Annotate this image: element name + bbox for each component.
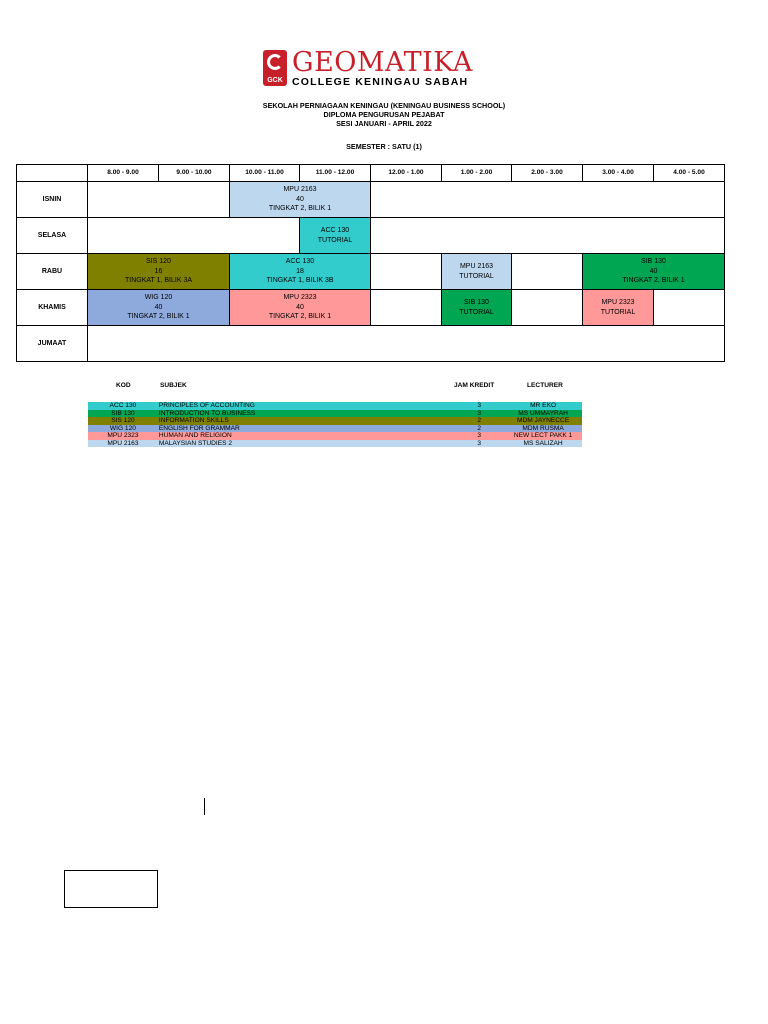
slot-code: MPU 2323 <box>601 299 635 306</box>
legend-lecturer: MDM RUSMA <box>522 424 564 432</box>
slot-room: TINGKAT 2, BILIK 1 <box>127 313 190 321</box>
empty-slot <box>88 326 725 362</box>
class-slot <box>583 290 654 326</box>
legend-row <box>88 410 582 418</box>
logo-subtitle: COLLEGE KENINGAU SABAH <box>292 76 469 88</box>
slot-code: SIB 130 <box>641 258 666 266</box>
day-label: JUMAAT <box>17 326 88 362</box>
empty-slot <box>371 254 442 290</box>
slot-code: ACC 130 <box>285 258 315 266</box>
legend-header-subjek: SUBJEK <box>160 382 187 389</box>
slot-students: 18 <box>296 267 304 275</box>
slot-note: TUTORIAL <box>459 272 494 280</box>
empty-slot <box>654 290 725 326</box>
day-label: SELASA <box>17 218 88 254</box>
school-title: SEKOLAH PERNIAGAAN KENINGAU (KENINGAU BUSINESS SCHOOL) <box>262 101 506 110</box>
empty-slot <box>512 254 583 290</box>
slot-note: TUTORIAL <box>317 236 353 244</box>
legend-kod: WIG 120 <box>109 424 136 432</box>
empty-box <box>64 870 158 908</box>
logo-mark-text: GCK <box>267 77 283 84</box>
class-slot <box>88 290 230 326</box>
legend-subjek: MALAYSIAN STUDIES 2 <box>158 439 233 447</box>
legend-subjek: HUMAN AND RELIGION <box>158 432 232 439</box>
semester-title: SEMESTER : SATU (1) <box>346 142 422 151</box>
class-slot <box>230 182 371 218</box>
class-slot <box>442 254 512 290</box>
time-header: 11.00 - 12.00 <box>300 165 371 182</box>
time-header: 8.00 - 9.00 <box>88 165 159 182</box>
logo-name: GEOMATIKA <box>292 47 473 78</box>
empty-slot <box>371 290 442 326</box>
slot-room: TINGKAT 1, BILIK 3B <box>266 277 334 285</box>
text-cursor-line <box>204 798 205 815</box>
legend-kod: SIB 130 <box>111 409 135 417</box>
slot-students: 40 <box>296 303 304 311</box>
empty-slot <box>88 182 230 218</box>
time-header: 2.00 - 3.00 <box>512 165 583 182</box>
slot-room: TINGKAT 2, BILIK 1 <box>622 277 685 285</box>
legend-header-lecturer: LECTURER <box>527 382 563 389</box>
class-slot <box>230 290 371 326</box>
legend-lecturer: MDM JAYNECCE <box>516 417 570 424</box>
slot-code: ACC 130 <box>320 227 350 234</box>
legend-jam: 3 <box>477 402 482 409</box>
day-row-selasa <box>17 218 725 254</box>
class-slot <box>583 254 725 290</box>
slot-code: SIS 120 <box>146 258 171 266</box>
legend-lecturer: NEW LECT PAKK 1 <box>513 432 573 439</box>
legend-row <box>88 432 582 440</box>
legend-jam: 2 <box>477 417 482 424</box>
subject-legend <box>88 402 582 447</box>
day-row-khamis <box>17 290 725 326</box>
slot-code: WIG 120 <box>144 294 173 302</box>
slot-students: 16 <box>154 267 163 275</box>
legend-kod: MPU 2323 <box>107 432 139 439</box>
slot-code: SIB 130 <box>464 299 489 306</box>
time-header: 1.00 - 2.00 <box>442 165 512 182</box>
time-header: 12.00 - 1.00 <box>371 165 442 182</box>
legend-row <box>88 425 582 433</box>
slot-code: MPU 2163 <box>459 263 494 270</box>
time-header: 3.00 - 4.00 <box>583 165 654 182</box>
legend-kod: ACC 130 <box>109 402 137 409</box>
legend-row <box>88 402 582 410</box>
time-header: 9.00 - 10.00 <box>159 165 230 182</box>
legend-jam: 3 <box>477 409 482 417</box>
time-header: 4.00 - 5.00 <box>654 165 725 182</box>
slot-students: 40 <box>296 195 304 203</box>
legend-row <box>88 440 582 448</box>
legend-lecturer: MS UMMAYRAH <box>518 409 568 417</box>
legend-lecturer: MS SALIZAH <box>523 439 563 447</box>
slot-note: TUTORIAL <box>459 308 494 316</box>
legend-header-jam: JAM KREDIT <box>454 382 495 389</box>
legend-kod: MPU 2163 <box>107 439 139 447</box>
day-row-jumaat <box>17 326 725 362</box>
legend-jam: 2 <box>477 424 482 432</box>
legend-subjek: INTRODUCTION TO BUSINESS <box>158 409 256 417</box>
class-slot <box>300 218 371 254</box>
legend-kod: SIS 120 <box>111 417 135 424</box>
empty-slot <box>512 290 583 326</box>
session-title: SESI JANUARI - APRIL 2022 <box>336 119 432 128</box>
empty-slot <box>371 182 725 218</box>
legend-row <box>88 417 582 425</box>
college-logo <box>263 47 473 88</box>
class-slot <box>442 290 512 326</box>
slot-students: 40 <box>154 303 163 311</box>
corner-cell <box>17 165 88 182</box>
legend-lecturer: MR EKO <box>530 402 557 409</box>
slot-note: TUTORIAL <box>600 308 636 316</box>
timetable <box>16 164 725 362</box>
legend-jam: 3 <box>477 439 482 447</box>
slot-code: MPU 2163 <box>283 186 317 194</box>
day-row-isnin <box>17 182 725 218</box>
slot-room: TINGKAT 2, BILIK 1 <box>268 205 332 213</box>
slot-room: TINGKAT 2, BILIK 1 <box>268 313 332 321</box>
legend-jam: 3 <box>477 432 482 439</box>
day-label: RABU <box>17 254 88 290</box>
slot-room: TINGKAT 1, BILIK 3A <box>124 277 193 285</box>
legend-subjek: ENGLISH FOR GRAMMAR <box>158 424 240 432</box>
class-slot <box>88 254 230 290</box>
legend-subjek: INFORMATION SKILLS <box>158 417 229 424</box>
slot-code: MPU 2323 <box>283 294 317 302</box>
day-label: KHAMIS <box>17 290 88 326</box>
slot-students: 40 <box>649 267 658 275</box>
legend-header-kod: KOD <box>116 382 131 389</box>
day-row-rabu <box>17 254 725 290</box>
class-slot <box>230 254 371 290</box>
empty-slot <box>88 218 300 254</box>
timetable-header-row <box>17 165 725 182</box>
legend-subjek: PRINCIPLES OF ACCOUNTING <box>158 402 255 409</box>
programme-title: DIPLOMA PENGURUSAN PEJABAT <box>323 110 445 119</box>
time-header: 10.00 - 11.00 <box>230 165 300 182</box>
empty-slot <box>371 218 725 254</box>
day-label: ISNIN <box>17 182 88 218</box>
logo-mark-icon <box>263 50 287 86</box>
